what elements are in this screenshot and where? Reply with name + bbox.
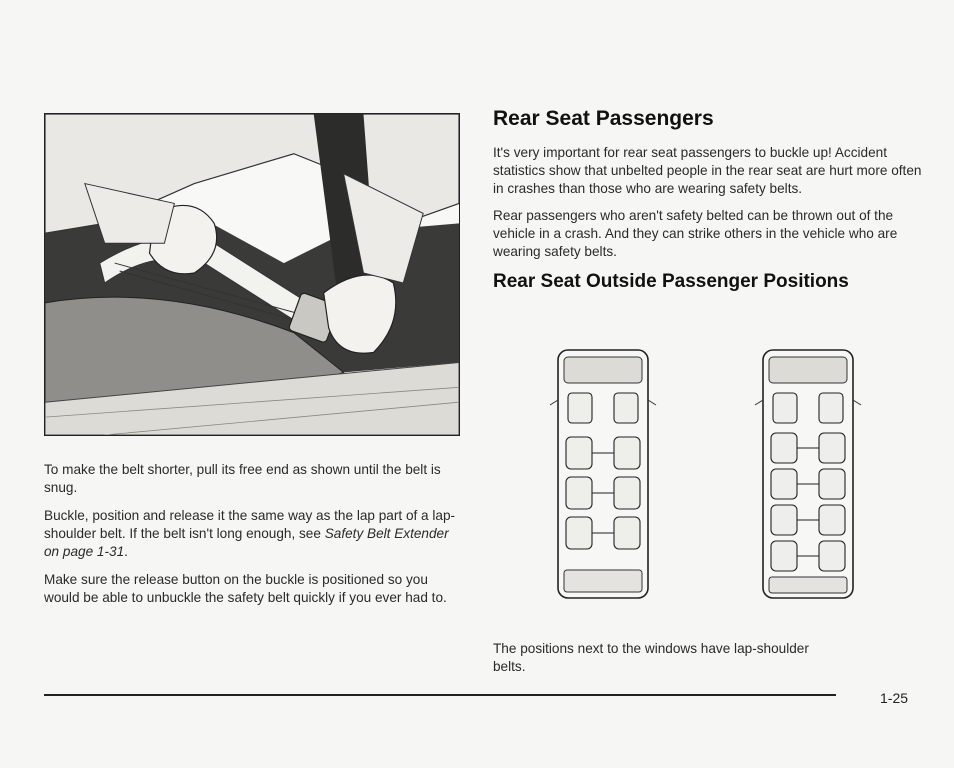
van-diagram-left	[548, 345, 658, 603]
page-reference[interactable]: page 1-31	[62, 544, 125, 559]
para2-suffix: .	[124, 544, 128, 559]
paragraph-buckle-position	[44, 507, 464, 561]
heading-outside-positions: Rear Seat Outside Passenger Positions	[493, 271, 849, 292]
van-right-drawing	[753, 345, 863, 603]
caption-text: The positions next to the windows have lap-shoulder belts.	[493, 641, 809, 674]
van-diagram-right	[753, 345, 863, 603]
van-left-drawing	[548, 345, 658, 603]
footer-rule	[44, 694, 836, 696]
paragraph-release-button: Make sure the release button on the buckle is positioned so you would be able to unbuckle the safety belt quickly if you ever had to.	[44, 572, 447, 605]
paragraph-shorten-belt: To make the belt shorter, pull its free end as shown until the belt is snug.	[44, 462, 441, 495]
para2-prefix: Buckle, position and release it the same way as the lap part of a lap-shoulder belt. If the belt isn't long enough, see	[44, 508, 456, 541]
paragraph-buckle-up: It's very important for rear seat passengers to buckle up! Accident statistics show that unbelted people in the rear seat are hurt more often in crashes than those who are wearing safety belts.	[493, 145, 922, 196]
diagram-caption	[493, 640, 823, 686]
para2-on: on	[44, 544, 63, 559]
right-column	[493, 106, 923, 294]
left-column-text	[44, 461, 464, 617]
van-seating-diagrams	[548, 345, 868, 605]
paragraph-thrown-out: Rear passengers who aren't safety belted can be thrown out of the vehicle in a crash. And they can strike others in the vehicle who are wearing safety belts.	[493, 208, 898, 259]
safety-belt-extender-link[interactable]: Safety Belt Extender	[324, 526, 449, 541]
belt-adjust-illustration	[44, 113, 460, 436]
heading-rear-seat-passengers: Rear Seat Passengers	[493, 107, 714, 130]
page-number: 1-25	[880, 690, 909, 706]
belt-adjust-drawing	[45, 114, 459, 435]
